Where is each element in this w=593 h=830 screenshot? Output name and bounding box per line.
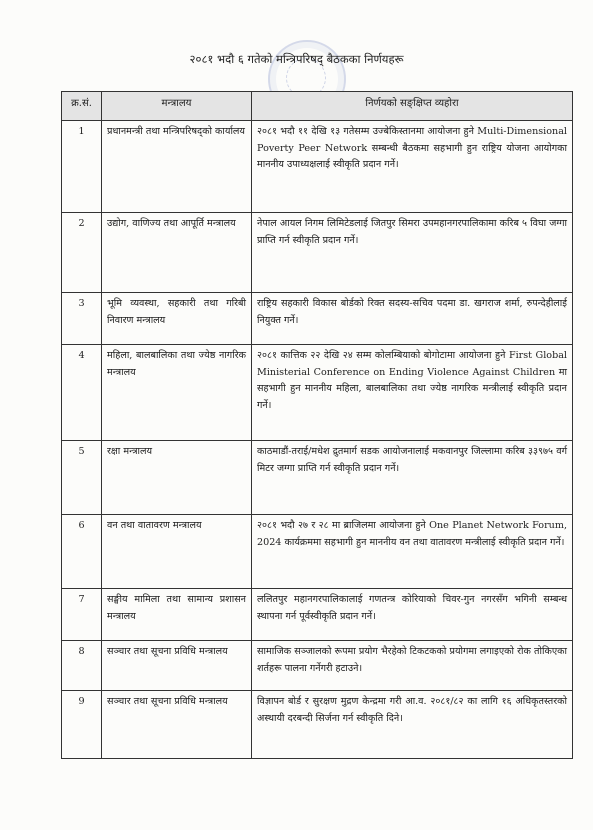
- row-serial: 9: [62, 691, 102, 759]
- table-row: [62, 441, 573, 515]
- table-row: [62, 691, 573, 759]
- table-row: [62, 345, 573, 441]
- row-serial: 1: [62, 121, 102, 213]
- row-serial: 7: [62, 589, 102, 641]
- row-decision: काठमाडौं-तराई/मधेश द्रुतमार्ग सडक आयोजनालाई मकवानपुर जिल्लामा करिब ३३९७५ वर्ग मिटर जग्गा प्राप्ति गर्न स्वीकृति प्रदान गर्ने।: [252, 441, 573, 515]
- row-ministry: सञ्चार तथा सूचना प्रविधि मन्त्रालय: [102, 641, 252, 691]
- row-ministry: प्रधानमन्त्री तथा मन्त्रिपरिषद्को कार्यालय: [102, 121, 252, 213]
- row-decision: ललितपुर महानगरपालिकालाई गणतन्त्र कोरियाको चिवर-गुन नगरसँग भगिनी सम्बन्ध स्थापना गर्न पूर्वस्वीकृति प्रदान गर्ने।: [252, 589, 573, 641]
- row-ministry: वन तथा वातावरण मन्त्रालय: [102, 515, 252, 589]
- row-decision: २०८१ भदौ ११ देखि १३ गतेसम्म उज्बेकिस्तानमा आयोजना हुने Multi-Dimensional Poverty Peer Network सम्बन्धी बैठकमा सहभागी हुन राष्ट्रिय योजना आयोगका माननीय उपाध्यक्षलाई स्वीकृति प्रदान गर्ने।: [252, 121, 573, 213]
- page-title: २०८१ भदौ ६ गतेको मन्त्रिपरिषद् बैठकका निर्णयहरू: [189, 52, 404, 66]
- header-ministry: मन्त्रालय: [102, 92, 252, 121]
- table-row: [62, 641, 573, 691]
- row-ministry: सङ्घीय मामिला तथा सामान्य प्रशासन मन्त्रालय: [102, 589, 252, 641]
- row-ministry: भूमि व्यवस्था, सहकारी तथा गरिबी निवारण मन्त्रालय: [102, 293, 252, 345]
- row-decision: २०८१ भदौ २७ र २८ मा ब्राजिलमा आयोजना हुने One Planet Network Forum, 2024 कार्यक्रममा सहभागी हुन माननीय वन तथा वातावरण मन्त्रीलाई स्वीकृति प्रदान गर्ने।: [252, 515, 573, 589]
- row-serial: 2: [62, 213, 102, 293]
- row-decision: नेपाल आयल निगम लिमिटेडलाई जितपुर सिमरा उपमहानगरपालिकामा करिब ५ विघा जग्गा प्राप्ति गर्न स्वीकृति प्रदान गर्ने।: [252, 213, 573, 293]
- table-row: [62, 121, 573, 213]
- table-row: [62, 213, 573, 293]
- row-decision: राष्ट्रिय सहकारी विकास बोर्डको रिक्त सदस्य-सचिव पदमा डा. खगराज शर्मा, रुपन्देहीलाई नियुक्त गर्ने।: [252, 293, 573, 345]
- row-serial: 5: [62, 441, 102, 515]
- row-serial: 4: [62, 345, 102, 441]
- row-ministry: महिला, बालबालिका तथा ज्येष्ठ नागरिक मन्त्रालय: [102, 345, 252, 441]
- row-decision: विज्ञापन बोर्ड र सुरक्षण मुद्रण केन्द्रमा गरी आ.व. २०८१/८२ का लागि १६ अधिकृतस्तरको अस्थायी दरबन्दी सिर्जना गर्न स्वीकृति दिने।: [252, 691, 573, 759]
- decisions-table: [61, 91, 573, 759]
- row-serial: 3: [62, 293, 102, 345]
- table-row: [62, 589, 573, 641]
- row-ministry: रक्षा मन्त्रालय: [102, 441, 252, 515]
- row-ministry: उद्योग, वाणिज्य तथा आपूर्ति मन्त्रालय: [102, 213, 252, 293]
- table-header-row: [62, 92, 573, 121]
- row-serial: 8: [62, 641, 102, 691]
- table-row: [62, 293, 573, 345]
- header-serial: क्र.सं.: [62, 92, 102, 121]
- row-decision: सामाजिक सञ्जालको रूपमा प्रयोग भैरहेको टिकटकको प्रयोगमा लगाइएको रोक तोकिएका शर्तहरू पालना गर्नेगरी हटाउने।: [252, 641, 573, 691]
- header-summary: निर्णयको सङ्क्षिप्त व्यहोरा: [252, 92, 573, 121]
- row-ministry: सञ्चार तथा सूचना प्रविधि मन्त्रालय: [102, 691, 252, 759]
- row-serial: 6: [62, 515, 102, 589]
- row-decision: २०८१ कात्तिक २२ देखि २४ सम्म कोलम्बियाको बोगोटामा आयोजना हुने First Global Ministerial Conference on Ending Violence Against Children मा सहभागी हुन माननीय महिला, बालबालिका तथा ज्येष्ठ नागरिक मन्त्रीलाई स्वीकृति प्रदान गर्ने।: [252, 345, 573, 441]
- table-row: [62, 515, 573, 589]
